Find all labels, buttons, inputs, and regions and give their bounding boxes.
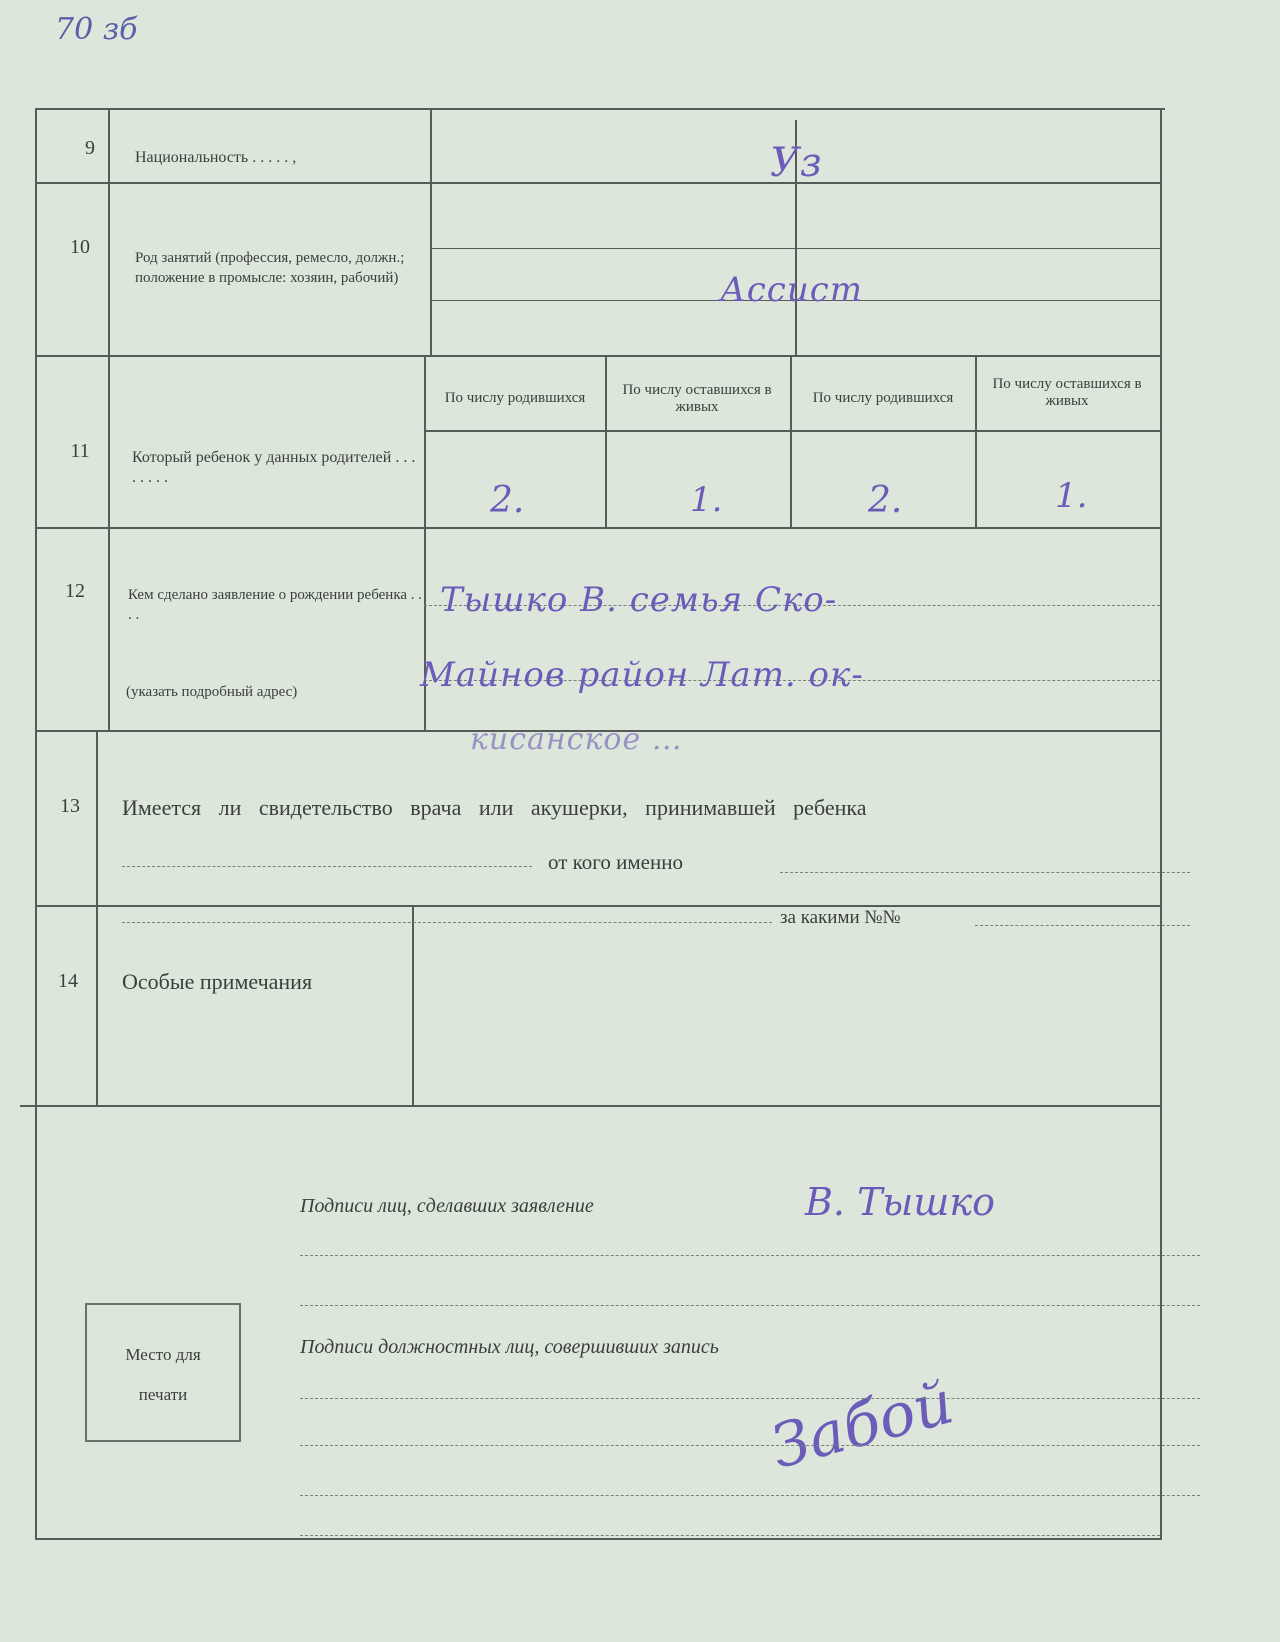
row-label: Который ребенок у данных родителей . . . . . . . . <box>132 449 416 486</box>
row-label: Род занятий (профессия, ремесло, должн.; положение в промысле: хозяин, рабочий) <box>135 250 405 286</box>
column-header: По числу оставшихся в живых <box>622 382 772 415</box>
row-label: Особые примечания <box>122 969 313 994</box>
child-count-value[interactable]: 2. <box>868 480 903 521</box>
child-count-value[interactable]: 2. <box>490 480 525 521</box>
occupation-value[interactable]: Ассист <box>720 270 864 310</box>
nationality-value[interactable]: Уз <box>770 140 823 186</box>
stamp-place-box <box>85 1303 241 1442</box>
child-count-value[interactable]: 1. <box>1055 476 1088 516</box>
corner-note: 70 зб <box>55 12 138 47</box>
declarant-line[interactable]: кисанское … <box>470 722 683 757</box>
column-header: По числу родившихся <box>812 390 954 406</box>
row-number: 10 <box>70 236 90 258</box>
declarant-line[interactable]: Майнов район Лат. ок- <box>420 655 864 695</box>
by-number-label: за какими №№ <box>780 907 901 928</box>
stamp-place-label: Место для печати <box>125 1345 201 1404</box>
certificate-question: Имеется ли свидетельство врача или акушерки, принимавшей ребенка <box>122 795 867 820</box>
declarant-line[interactable]: Тышко В. семья Ско- <box>440 580 838 620</box>
row-number: 12 <box>65 580 85 602</box>
column-header: По числу оставшихся в живых <box>992 376 1142 409</box>
row-number: 11 <box>70 440 90 462</box>
applicants-signature[interactable]: В. Тышко <box>805 1180 995 1224</box>
row-label: Национальность . . . . . , <box>135 149 297 166</box>
row-number: 9 <box>85 137 95 159</box>
address-label: (указать подробный адрес) <box>126 684 298 700</box>
column-header: По числу родившихся <box>444 390 586 406</box>
from-whom-label: от кого именно <box>548 850 683 874</box>
child-count-value[interactable]: 1. <box>690 480 723 520</box>
row-label: Кем сделано заявление о рождении ребенка . . . . <box>128 587 423 623</box>
applicants-signature-label: Подписи лиц, сделавших заявление <box>300 1195 594 1217</box>
row-number: 14 <box>58 970 78 992</box>
row-number: 13 <box>60 795 80 817</box>
officials-signature[interactable]: Забой <box>764 1367 961 1483</box>
officials-signature-label: Подписи должностных лиц, совершивших запись <box>300 1336 719 1358</box>
